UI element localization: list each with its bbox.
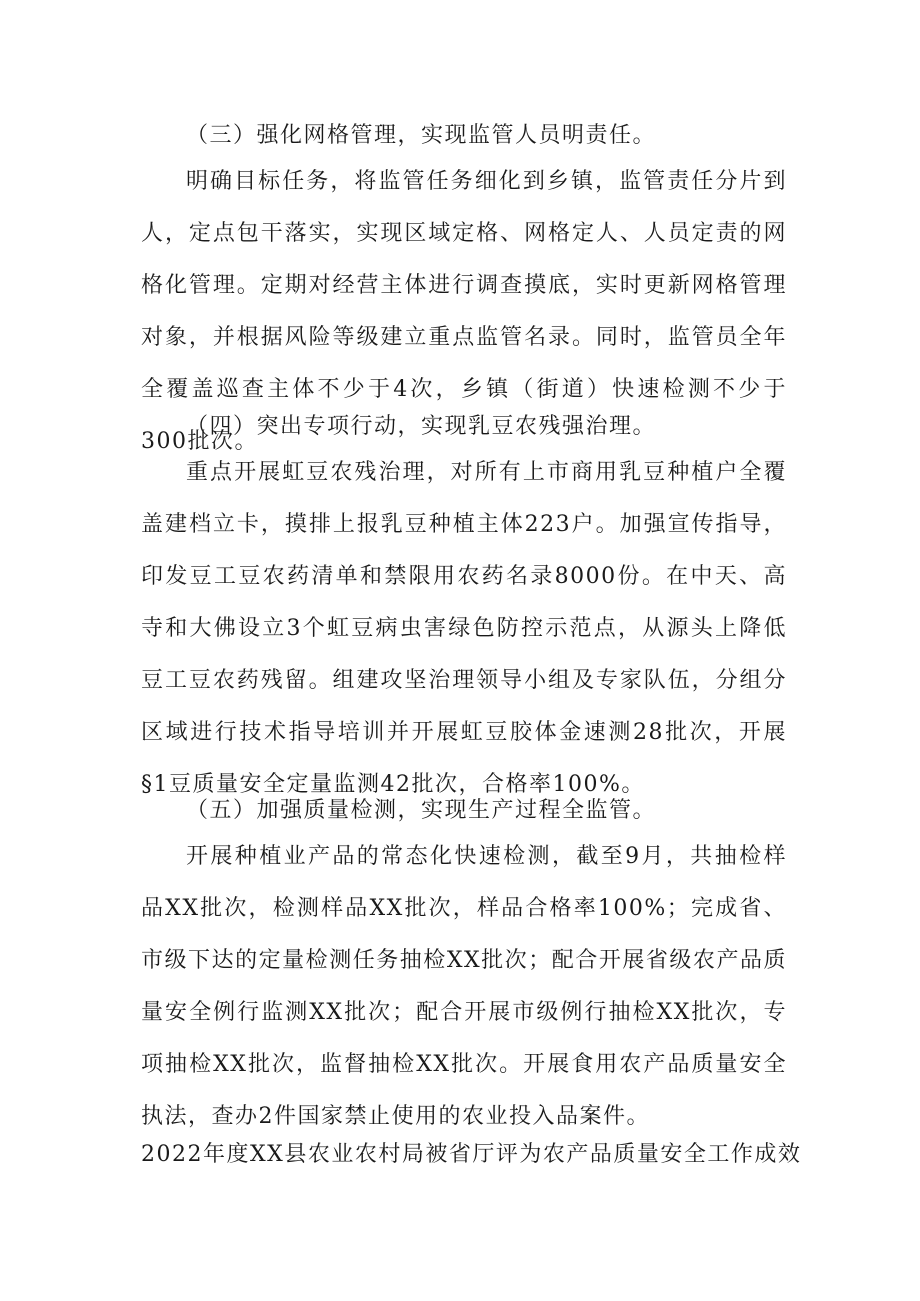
trailing-line: 2022年度XX县农业农村局被省厅评为农产品质量安全工作成效 <box>141 1142 802 1167</box>
section-body-4: 重点开展虹豆农残治理，对所有上市商用乳豆种植户全覆盖建档立卡，摸排上报乳豆种植主体223户。加强宣传指导，印发豆工豆农药清单和禁限用农药名录8000份。在中天、高寺和大佛设立3个虹豆病虫害绿色防控示范点，从源头上降低豆工豆农药残留。组建攻坚治理领导小组及专家队伍，分组分区域进行技术指导培训并开展虹豆胶体金速测28批次，开展§1豆质量安全定量监测42批次，合格率100%。 <box>141 460 787 797</box>
section-heading-5: （五）加强质量检测，实现生产过程全监管。 <box>186 798 657 823</box>
section-body-5: 开展种植业产品的常态化快速检测，截至9月，共抽检样品XX批次，检测样品XX批次，样品合格率100%；完成省、市级下达的定量检测任务抽检XX批次；配合开展省级农产品质量安全例行监测XX批次；配合开展市级例行抽检XX批次，专项抽检XX批次，监督抽检XX批次。开展食用农产品质量安全执法，查办2件国家禁止使用的农业投入品案件。 <box>141 844 787 1129</box>
section-heading-3: （三）强化网格管理，实现监管人员明责任。 <box>186 123 657 148</box>
section-heading-4: （四）突出专项行动，实现乳豆农残强治理。 <box>186 414 657 439</box>
section-body-3: 明确目标任务，将监管任务细化到乡镇，监管责任分片到人，定点包干落实，实现区域定格、网格定人、人员定责的网格化管理。定期对经营主体进行调查摸底，实时更新网格管理对象，并根据风险等级建立重点监管名录。同时，监管员全年全覆盖巡查主体不少于4次，乡镇（街道）快速检测不少于300批次。 <box>141 169 787 454</box>
